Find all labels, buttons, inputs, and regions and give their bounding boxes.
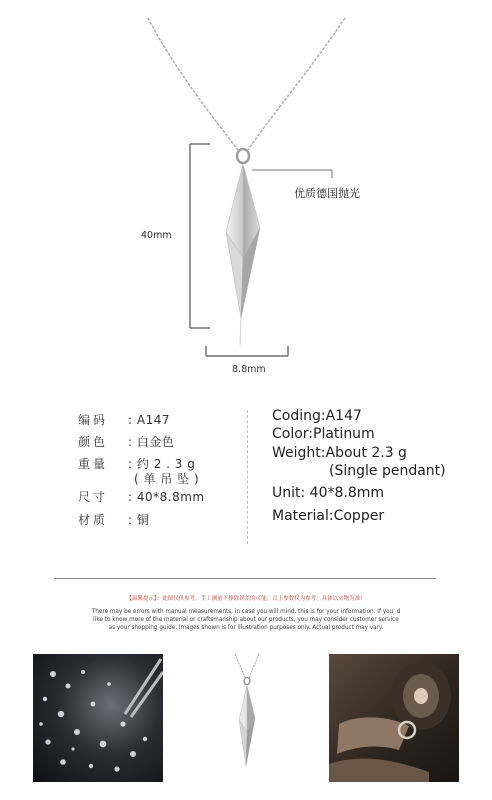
- notice-english-line-3: as your shopping guide. Images shown is for illustration purposes only. Actual product may vary.: [108, 625, 384, 631]
- pendant-bail: [237, 149, 249, 163]
- width-label: 8.8mm: [232, 364, 266, 375]
- spec-en-unit: Unit: 40*8.8mm: [272, 485, 385, 501]
- spec-row-code: 编码 : A147: [78, 413, 170, 427]
- spec-en-weight-note: (Single pendant): [329, 463, 446, 479]
- polish-callout-line: [252, 170, 332, 178]
- height-label: 40mm: [141, 230, 172, 241]
- spec-row-weight: 重量 : 约 2 . 3 g: [78, 457, 196, 471]
- spec-row-size: 尺寸 : 40*8.8mm: [78, 490, 205, 504]
- product-hero-illustration: [0, 0, 492, 390]
- necklace-chain: [148, 18, 345, 150]
- spec-en-coding: Coding:A147: [272, 408, 362, 424]
- specs-divider: [247, 410, 248, 544]
- spec-row-weight-note: ( 单 吊 坠 ): [134, 472, 200, 486]
- notice-separator: [54, 578, 436, 579]
- pendant-icon: [181, 654, 311, 782]
- polish-label: 优质德国抛光: [294, 187, 360, 200]
- spec-en-material: Material:Copper: [272, 508, 385, 524]
- diamonds-tweezers-image: [33, 654, 163, 782]
- notice-english-line-2: like to know more of the material or craftsmanship about our products, you may consider customer service: [93, 617, 399, 623]
- height-dimension-bracket: [190, 144, 210, 328]
- pendant-body: [226, 164, 260, 345]
- spec-row-material: 材质 : 铜: [78, 513, 150, 527]
- spec-row-color: 颜色 : 白金色: [78, 435, 175, 449]
- spec-en-color: Color:Platinum: [272, 426, 375, 442]
- notice-chinese: 【温馨提示】：此图仅供参考，手工测量不排除误差的可能，以上参数仅为参考，具体以实物为准！: [126, 596, 366, 602]
- notice-english-line-1: There may be errors with manual measurements, in case you will mind, this is for your information. If you' d: [91, 609, 401, 615]
- polishing-wheel-icon: [329, 654, 459, 782]
- pendant-necklace-image: [181, 654, 311, 782]
- spec-en-weight: Weight:About 2.3 g: [272, 445, 407, 461]
- width-dimension-bracket: [206, 346, 288, 356]
- polishing-workshop-image: [329, 654, 459, 782]
- diamonds-icon: [33, 654, 163, 782]
